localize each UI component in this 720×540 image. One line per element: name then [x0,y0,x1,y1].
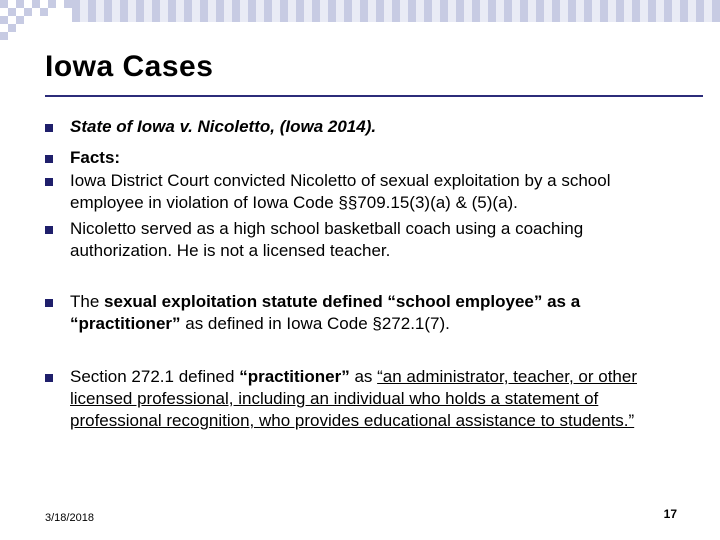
bullet-item-definition [45,366,685,432]
corner-decoration [0,0,72,40]
bullet-square-icon [45,178,53,186]
bullet-item-case-name [45,116,685,138]
title-underline [45,95,703,97]
text-run: as defined in Iowa Code §272.1(7). [180,314,450,333]
bullet-item-coach [45,218,685,262]
footer-date: 3/18/2018 [45,512,94,524]
bullet-text [70,291,685,335]
bullet-square-icon [45,374,53,382]
text-run: as [349,367,378,386]
bullet-text: Nicoletto served as a high school basketball coach using a coaching authorization. He is not a licensed teacher. [70,219,584,260]
text-run: Section 272.1 defined [70,367,240,386]
bullet-item-statute [45,291,685,335]
bullet-square-icon [45,299,53,307]
text-run: The [70,292,105,311]
bullet-text [70,366,685,432]
bullet-item-conviction [45,170,685,214]
bullet-item-facts [45,147,685,169]
bullet-square-icon [45,226,53,234]
bullet-text: Iowa District Court convicted Nicoletto of sexual exploitation by a school employee in violation of Iowa Code §§709.15(3)(a) & (5)(a). [70,171,611,212]
text-run-bold: “practitioner” [239,367,350,386]
bullet-text: Facts: [70,148,121,167]
bullet-square-icon [45,124,53,132]
slide-title: Iowa Cases [45,50,214,83]
text-run-bold: sexual exploitation statute defined “school employee” as a “practitioner” [70,292,581,333]
top-decorative-band [72,0,720,22]
page-number: 17 [663,507,677,521]
bullet-text: State of Iowa v. Nicoletto, (Iowa 2014). [70,117,377,136]
bullet-square-icon [45,155,53,163]
text-run-underlined-quote: “an administrator, teacher, or other licensed professional, including an individual who holds a statement of professional recognition, who provides educational assistance to students.” [70,367,637,430]
